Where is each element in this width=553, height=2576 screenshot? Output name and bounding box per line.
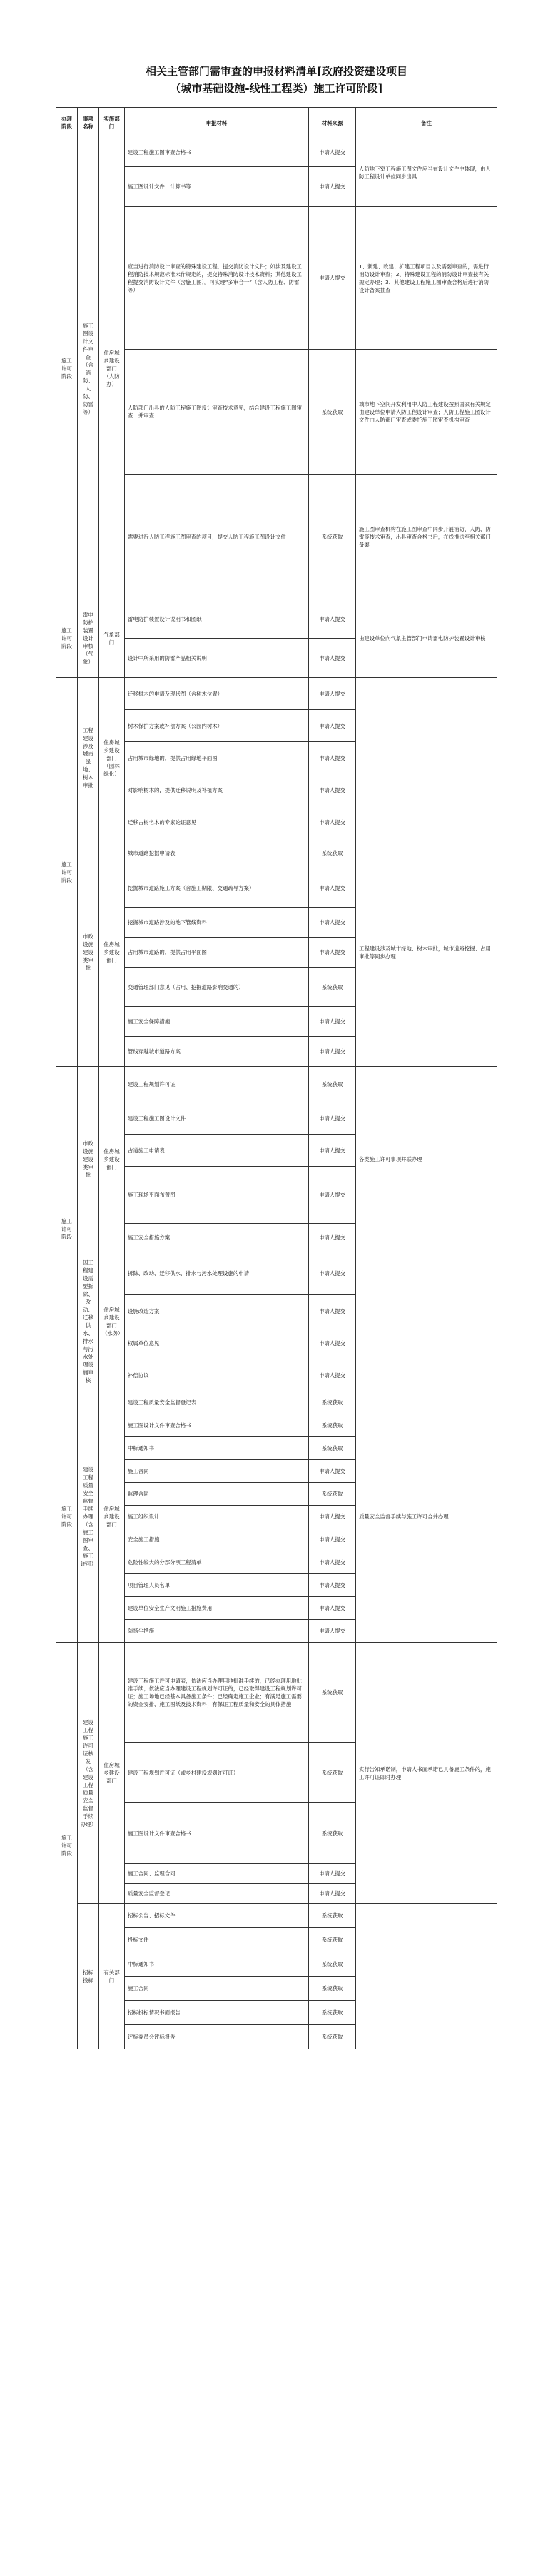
- material-cell: 危险性较大的分部分项工程清单: [125, 1551, 309, 1574]
- header-note: 备注: [356, 108, 497, 138]
- material-cell: 招标公告、招标文件: [125, 1904, 309, 1928]
- material-cell: 设施改造方案: [125, 1295, 309, 1327]
- item-cell: 雷电防护装置设计审核（气象）: [78, 599, 99, 678]
- note-cell: [356, 678, 497, 838]
- item-cell: 市政设施建设类审批: [78, 1067, 99, 1252]
- material-cell: 施工安全措施方案: [125, 1224, 309, 1252]
- materials-table: [56, 107, 497, 2049]
- stage-cell: 施工许可阶段: [56, 1391, 78, 1643]
- dept-cell: 住房城乡建设部门: [99, 1643, 125, 1904]
- dept-cell: 有关部门: [99, 1904, 125, 2049]
- material-cell: 占用城市道路的，提供占用平面图: [125, 938, 309, 968]
- table-row: [56, 1904, 497, 1928]
- note-cell: 工程建设涉及城市绿地、树木审批，城市道路挖掘、占用审批等同步办理: [356, 838, 497, 1067]
- title-line-2: （城市基础设施-线性工程类）施工许可阶段]: [170, 82, 383, 95]
- source-cell: 系统获取: [309, 1904, 356, 1928]
- material-cell: 中标通知书: [125, 1952, 309, 1977]
- source-cell: 系统获取: [309, 1067, 356, 1102]
- source-cell: 系统获取: [309, 2001, 356, 2025]
- material-cell: 迁移树木的申请及现状图（含树木位置）: [125, 678, 309, 710]
- header-stage: 办理阶段: [56, 108, 78, 138]
- table-row: [56, 1067, 497, 1102]
- material-cell: 建设单位安全生产文明施工措施费用: [125, 1597, 309, 1620]
- header-material: 申报材料: [125, 108, 309, 138]
- document-title: [0, 63, 553, 97]
- note-cell: 人防地下室工程施工图文件应当在设计文件中体现，由人防工程设计单位同步出具: [356, 138, 497, 207]
- material-cell: 施工合同: [125, 1977, 309, 2001]
- note-cell: [356, 1904, 497, 2049]
- material-cell: 施工图设计文件审查合格书: [125, 1414, 309, 1437]
- note-cell: 质量安全监督手续与施工许可合并办理: [356, 1391, 497, 1643]
- item-cell: 施工图设计文件审查（含消防、人防、防雷等）: [78, 138, 99, 599]
- material-cell: 防扬尘措施: [125, 1620, 309, 1643]
- source-cell: 系统获取: [309, 1952, 356, 1977]
- stage-cell: 施工许可阶段: [56, 678, 78, 1067]
- note-cell: [356, 1252, 497, 1391]
- source-cell: 系统获取: [309, 1803, 356, 1864]
- source-cell: 申请人提交: [309, 1506, 356, 1528]
- material-cell: 项目管理人员名单: [125, 1574, 309, 1597]
- stage-cell: 施工许可阶段: [56, 1643, 78, 2049]
- source-cell: 申请人提交: [309, 1224, 356, 1252]
- material-cell: 评标委员会评标报告: [125, 2025, 309, 2049]
- note-cell: 城市地下空间开发利用中人防工程建设按照国家有关规定由建设单位申请人防工程设计审查；人防工程施工图设计文件由人防部门审查或委托施工图审查机构审查: [356, 350, 497, 475]
- source-cell: 申请人提交: [309, 1295, 356, 1327]
- source-cell: 申请人提交: [309, 1135, 356, 1167]
- material-cell: 施工组织设计: [125, 1506, 309, 1528]
- source-cell: 申请人提交: [309, 774, 356, 806]
- material-cell: 施工合同: [125, 1460, 309, 1483]
- material-cell: 补偿协议: [125, 1359, 309, 1391]
- source-cell: 申请人提交: [309, 1528, 356, 1551]
- material-cell: 树木保护方案或补偿方案（公园内树木）: [125, 710, 309, 742]
- note-cell: 各类施工许可事项并联办理: [356, 1067, 497, 1252]
- note-cell: 1、新建、改建、扩建工程项目以及需要审查的，需进行消防设计审查；2、特殊建设工程的消防设计审查按有关规定办理；3、其他建设工程施工图审查合格后进行消防设计备案抽查: [356, 207, 497, 350]
- dept-cell: 住房城乡建设部门（人防办）: [99, 138, 125, 599]
- material-cell: 施工现场平面布置图: [125, 1167, 309, 1224]
- material-cell: 招标投标情况书面报告: [125, 2001, 309, 2025]
- material-cell: 施工图设计文件、计算书等: [125, 167, 309, 207]
- header-row: [56, 108, 497, 138]
- table-row: [56, 678, 497, 710]
- source-cell: 申请人提交: [309, 1037, 356, 1067]
- source-cell: 申请人提交: [309, 138, 356, 167]
- source-cell: 系统获取: [309, 1414, 356, 1437]
- header-item: 事项名称: [78, 108, 99, 138]
- material-cell: 雷电防护装置设计说明书和图纸: [125, 599, 309, 639]
- table-row: [56, 599, 497, 639]
- material-cell: 占道施工申请表: [125, 1135, 309, 1167]
- table-row: [56, 1643, 497, 1743]
- source-cell: 系统获取: [309, 1437, 356, 1460]
- source-cell: 系统获取: [309, 1391, 356, 1414]
- note-cell: 由建设单位向气象主管部门申请雷电防护装置设计审核: [356, 599, 497, 678]
- material-cell: 施工合同、监理合同: [125, 1864, 309, 1884]
- source-cell: 申请人提交: [309, 678, 356, 710]
- material-cell: 建设工程规划许可证: [125, 1067, 309, 1102]
- source-cell: 系统获取: [309, 350, 356, 475]
- source-cell: 申请人提交: [309, 1884, 356, 1904]
- source-cell: 申请人提交: [309, 868, 356, 908]
- source-cell: 申请人提交: [309, 1574, 356, 1597]
- material-cell: 应当进行消防设计审查的特殊建设工程，提交消防设计文件；如涉及建设工程消防技术规范标准未作规定的，提交特殊消防设计技术资料；其他建设工程提交消防设计文件（含施工图）。可实现“多审合一”（含人防工程、防雷等）: [125, 207, 309, 350]
- item-cell: 建设工程质量安全监督手续办理（含施工图审查、施工许可）: [78, 1391, 99, 1643]
- source-cell: 系统获取: [309, 1977, 356, 2001]
- source-cell: 申请人提交: [309, 742, 356, 774]
- dept-cell: 住房城乡建设部门: [99, 1067, 125, 1252]
- source-cell: 系统获取: [309, 838, 356, 868]
- source-cell: 申请人提交: [309, 1597, 356, 1620]
- material-cell: 质量安全监督登记: [125, 1884, 309, 1904]
- source-cell: 申请人提交: [309, 207, 356, 350]
- item-cell: 工程建设涉及城市绿地、树木审批: [78, 678, 99, 838]
- material-cell: 人防部门出具的人防工程施工图设计审查技术意见，结合建设工程施工图审查一并审查: [125, 350, 309, 475]
- source-cell: 申请人提交: [309, 167, 356, 207]
- material-cell: 监理合同: [125, 1483, 309, 1506]
- dept-cell: 住房城乡建设部门: [99, 838, 125, 1067]
- source-cell: 系统获取: [309, 968, 356, 1007]
- source-cell: 申请人提交: [309, 1252, 356, 1295]
- material-cell: 需要进行人防工程施工图审查的项目，提交人防工程施工图设计文件: [125, 475, 309, 599]
- material-cell: 占用城市绿地的，提供占用绿地平面图: [125, 742, 309, 774]
- stage-cell: 施工许可阶段: [56, 599, 78, 678]
- material-cell: 建设工程施工图设计文件: [125, 1102, 309, 1135]
- table-row: [56, 838, 497, 868]
- header-source: 材料来源: [309, 108, 356, 138]
- material-cell: 迁移古树名木的专家论证意见: [125, 806, 309, 838]
- material-cell: 城市道路挖掘申请表: [125, 838, 309, 868]
- item-cell: 市政设施建设类审批: [78, 838, 99, 1067]
- source-cell: 系统获取: [309, 475, 356, 599]
- source-cell: 申请人提交: [309, 938, 356, 968]
- material-cell: 拆除、改动、迁移供水、排水与污水处理设施的申请: [125, 1252, 309, 1295]
- source-cell: 申请人提交: [309, 1864, 356, 1884]
- source-cell: 申请人提交: [309, 1102, 356, 1135]
- dept-cell: 住房城乡建设部门（水务）: [99, 1252, 125, 1391]
- note-cell: 实行告知承诺制，申请人书面承诺已具备施工条件的，施工许可证即时办理: [356, 1643, 497, 1904]
- material-cell: 交通管理部门意见（占用、挖掘道路影响交通的）: [125, 968, 309, 1007]
- material-cell: 挖掘城市道路涉及的地下管线资料: [125, 908, 309, 938]
- material-cell: 施工安全保障措施: [125, 1007, 309, 1037]
- source-cell: 系统获取: [309, 2025, 356, 2049]
- material-cell: 建设工程施工图审查合格书: [125, 138, 309, 167]
- material-cell: 投标文件: [125, 1928, 309, 1952]
- source-cell: 申请人提交: [309, 599, 356, 639]
- source-cell: 申请人提交: [309, 806, 356, 838]
- material-cell: 设计中所采用的防雷产品相关说明: [125, 639, 309, 678]
- material-cell: 对影响树木的，提供迁移说明及补植方案: [125, 774, 309, 806]
- material-cell: 管线穿越城市道路方案: [125, 1037, 309, 1067]
- stage-cell: 施工许可阶段: [56, 1067, 78, 1391]
- source-cell: 系统获取: [309, 1928, 356, 1952]
- material-cell: 建设工程施工许可申请表，依法应当办理用地批准手续的，已经办理用地批准手续；依法应当办理建设工程规划许可证的，已经取得建设工程规划许可证；施工场地已经基本具备施工条件；已经确定施工企业；有满足施工需要的资金安排、施工图纸及技术资料；有保证工程质量和安全的具体措施: [125, 1643, 309, 1743]
- table-row: [56, 1252, 497, 1295]
- material-cell: 施工图设计文件审查合格书: [125, 1803, 309, 1864]
- source-cell: 申请人提交: [309, 1359, 356, 1391]
- dept-cell: 住房城乡建设部门（园林绿化）: [99, 678, 125, 838]
- stage-cell: 施工许可阶段: [56, 138, 78, 599]
- material-cell: 挖掘城市道路施工方案（含施工期限、交通疏导方案）: [125, 868, 309, 908]
- source-cell: 申请人提交: [309, 1460, 356, 1483]
- source-cell: 申请人提交: [309, 1167, 356, 1224]
- source-cell: 申请人提交: [309, 639, 356, 678]
- source-cell: 申请人提交: [309, 1620, 356, 1643]
- source-cell: 申请人提交: [309, 1327, 356, 1359]
- table-row: [56, 1391, 497, 1414]
- source-cell: 系统获取: [309, 1483, 356, 1506]
- material-cell: 权属单位意见: [125, 1327, 309, 1359]
- table-row: [56, 138, 497, 167]
- item-cell: 建设工程施工许可证核发（含建设工程质量安全监督手续办理）: [78, 1643, 99, 1904]
- source-cell: 系统获取: [309, 1743, 356, 1803]
- source-cell: 申请人提交: [309, 1551, 356, 1574]
- title-line-1: 相关主管部门需审查的申报材料清单[政府投资建设项目: [145, 65, 408, 78]
- material-cell: 中标通知书: [125, 1437, 309, 1460]
- source-cell: 申请人提交: [309, 1007, 356, 1037]
- material-cell: 建设工程质量安全监督登记表: [125, 1391, 309, 1414]
- item-cell: 招标投标: [78, 1904, 99, 2049]
- source-cell: 申请人提交: [309, 908, 356, 938]
- source-cell: 申请人提交: [309, 710, 356, 742]
- material-cell: 建设工程规划许可证（或乡村建设规划许可证）: [125, 1743, 309, 1803]
- header-dept: 实施部门: [99, 108, 125, 138]
- dept-cell: 气象部门: [99, 599, 125, 678]
- material-cell: 安全施工措施: [125, 1528, 309, 1551]
- item-cell: 因工程建设需要拆除、改动、迁移供水、排水与污水处理设施审核: [78, 1252, 99, 1391]
- note-cell: 施工图审查机构在施工图审查中同步开展消防、人防、防雷等技术审查，出具审查合格书后，在线推送至相关部门备案: [356, 475, 497, 599]
- source-cell: 系统获取: [309, 1643, 356, 1743]
- dept-cell: 住房城乡建设部门: [99, 1391, 125, 1643]
